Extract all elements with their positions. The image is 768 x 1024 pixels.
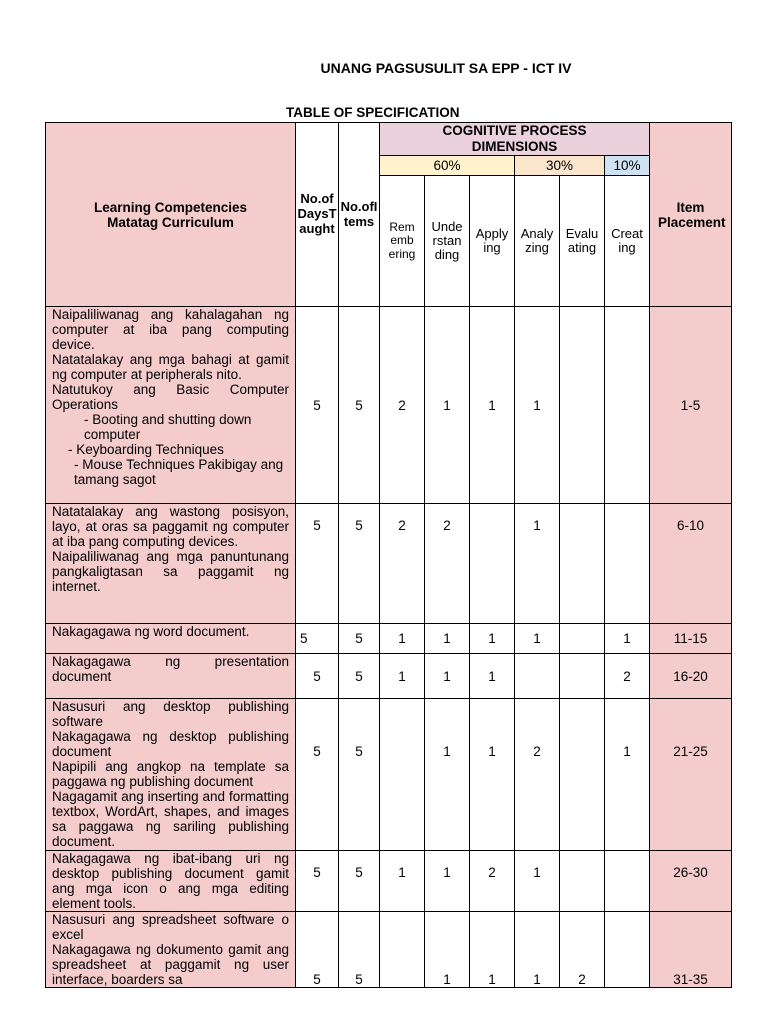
understanding-cell: 1 — [425, 654, 470, 699]
competency-line: Nakagagawa ng word document. — [52, 624, 250, 639]
remembering-cell: 1 — [380, 851, 425, 912]
days-cell: 5 — [296, 654, 339, 699]
competency-line: Naipaliliwanag ang kahalagahan ng computer at iba pang computing device. — [52, 307, 289, 352]
placement-cell: 26-30 — [650, 851, 732, 912]
cognitive-header-line1: COGNITIVE PROCESS — [442, 123, 587, 138]
placement-cell: 11-15 — [650, 624, 732, 654]
creating-cell — [605, 912, 650, 988]
cognitive-header — [380, 123, 650, 156]
items-cell: 5 — [339, 851, 380, 912]
understanding-cell: 1 — [425, 624, 470, 654]
remembering-header: Remembering — [380, 176, 425, 307]
competencies-header — [46, 123, 296, 307]
items-cell: 5 — [339, 699, 380, 851]
evaluating-cell — [560, 307, 605, 504]
applying-cell: 1 — [470, 654, 515, 699]
creating-cell: 2 — [605, 654, 650, 699]
evaluating-header: Evaluating — [560, 176, 605, 307]
table-row — [46, 699, 732, 851]
evaluating-cell: 2 — [560, 912, 605, 988]
applying-cell: 1 — [470, 699, 515, 851]
competency-line: - Booting and shutting down computer — [84, 412, 252, 442]
remembering-cell: 1 — [380, 624, 425, 654]
days-cell: 5 — [296, 912, 339, 988]
creating-cell — [605, 851, 650, 912]
competency-line: - Mouse Techniques Pakibigay ang tamang sagot — [74, 457, 284, 487]
days-cell: 5 — [296, 624, 339, 654]
competency-line: Nakagagawa ng dokumento gamit ang spreadsheet at paggamit ng user interface, boarders sa — [52, 942, 289, 987]
evaluating-cell — [560, 624, 605, 654]
competency-cell — [46, 307, 296, 504]
days-cell: 5 — [296, 307, 339, 504]
competency-line: Nagagamit ang inserting and formatting textbox, WordArt, shapes, and images sa paggawa ng sariling publishing document. — [52, 789, 289, 849]
competency-line: Nasusuri ang spreadsheet software o excel — [52, 912, 289, 942]
competency-cell — [46, 851, 296, 912]
competency-line: Nakagagawa ng presentation document — [52, 654, 289, 684]
table-row — [46, 912, 732, 988]
table-row — [46, 504, 732, 624]
competency-line: Natutukoy ang Basic Computer Operations — [52, 382, 289, 412]
competency-line: Natatalakay ang wastong posisyon, layo, at oras sa paggamit ng computer at iba pang computing devices. — [52, 504, 289, 549]
competency-line: Nasusuri ang desktop publishing software — [52, 699, 289, 729]
days-cell: 5 — [296, 504, 339, 624]
placement-cell: 21-25 — [650, 699, 732, 851]
competency-cell — [46, 699, 296, 851]
num-items-header: No.ofItems — [339, 123, 380, 307]
evaluating-cell — [560, 504, 605, 624]
competency-line: Natatalakay ang mga bahagi at gamit ng computer at peripherals nito. — [52, 352, 289, 382]
cognitive-header-line2: DIMENSIONS — [471, 139, 558, 154]
document-title: UNANG PAGSUSULIT SA EPP - ICT IV — [320, 60, 572, 76]
analyzing-header: Analyzing — [515, 176, 560, 307]
applying-header: Applying — [470, 176, 515, 307]
items-cell: 5 — [339, 654, 380, 699]
competency-cell — [46, 504, 296, 624]
item-placement-header — [650, 123, 732, 307]
creating-cell: 1 — [605, 699, 650, 851]
placement-cell: 1-5 — [650, 307, 732, 504]
days-taught-header: No.ofDaysTaught — [296, 123, 339, 307]
understanding-cell: 1 — [425, 699, 470, 851]
placement-cell: 16-20 — [650, 654, 732, 699]
competency-line: - Keyboarding Techniques — [68, 442, 224, 457]
understanding-cell: 1 — [425, 307, 470, 504]
understanding-cell: 1 — [425, 912, 470, 988]
remembering-cell: 1 — [380, 654, 425, 699]
placement-cell: 6-10 — [650, 504, 732, 624]
analyzing-cell: 1 — [515, 307, 560, 504]
competency-cell — [46, 912, 296, 988]
placement-cell: 31-35 — [650, 912, 732, 988]
competencies-header-line2: Matatag Curriculum — [107, 214, 234, 230]
table-row — [46, 624, 732, 654]
items-cell: 5 — [339, 504, 380, 624]
table-title: TABLE OF SPECIFICATION — [286, 105, 460, 120]
analyzing-cell: 1 — [515, 851, 560, 912]
days-cell: 5 — [296, 851, 339, 912]
competency-line: Naipaliliwanag ang mga panuntunang pangkaligtasan sa paggamit ng internet. — [52, 549, 289, 594]
analyzing-cell: 1 — [515, 624, 560, 654]
middle-order-percent: 30% — [515, 156, 605, 176]
applying-cell: 1 — [470, 912, 515, 988]
applying-cell — [470, 504, 515, 624]
items-cell: 5 — [339, 307, 380, 504]
understanding-cell: 1 — [425, 851, 470, 912]
applying-cell: 1 — [470, 307, 515, 504]
analyzing-cell: 1 — [515, 912, 560, 988]
specification-table — [45, 122, 732, 988]
competency-line: Nakagagawa ng ibat-ibang uri ng desktop publishing document gamit ang mga icon o ang mga editing element tools. — [52, 851, 289, 911]
creating-cell — [605, 307, 650, 504]
analyzing-cell — [515, 654, 560, 699]
competency-cell — [46, 624, 296, 654]
analyzing-cell: 1 — [515, 504, 560, 624]
table-row — [46, 851, 732, 912]
higher-order-percent: 10% — [605, 156, 650, 176]
table-row — [46, 307, 732, 504]
understanding-header: Understanding — [425, 176, 470, 307]
creating-cell: 1 — [605, 624, 650, 654]
remembering-cell: 2 — [380, 504, 425, 624]
remembering-cell — [380, 699, 425, 851]
creating-header: Creating — [605, 176, 650, 307]
competencies-header-line1: Learning Competencies — [93, 199, 248, 215]
applying-cell: 1 — [470, 624, 515, 654]
remembering-cell — [380, 912, 425, 988]
items-cell: 5 — [339, 624, 380, 654]
items-cell: 5 — [339, 912, 380, 988]
competency-line: Nakagagawa ng desktop publishing document — [52, 729, 289, 759]
creating-cell — [605, 504, 650, 624]
applying-cell: 2 — [470, 851, 515, 912]
evaluating-cell — [560, 654, 605, 699]
remembering-cell: 2 — [380, 307, 425, 504]
understanding-cell: 2 — [425, 504, 470, 624]
evaluating-cell — [560, 851, 605, 912]
item-placement-label: Item Placement — [658, 199, 726, 230]
analyzing-cell: 2 — [515, 699, 560, 851]
lower-order-percent: 60% — [380, 156, 515, 176]
competency-cell — [46, 654, 296, 699]
evaluating-cell — [560, 699, 605, 851]
days-cell: 5 — [296, 699, 339, 851]
table-row — [46, 654, 732, 699]
competency-line: Napipili ang angkop na template sa paggawa ng publishing document — [52, 759, 289, 789]
